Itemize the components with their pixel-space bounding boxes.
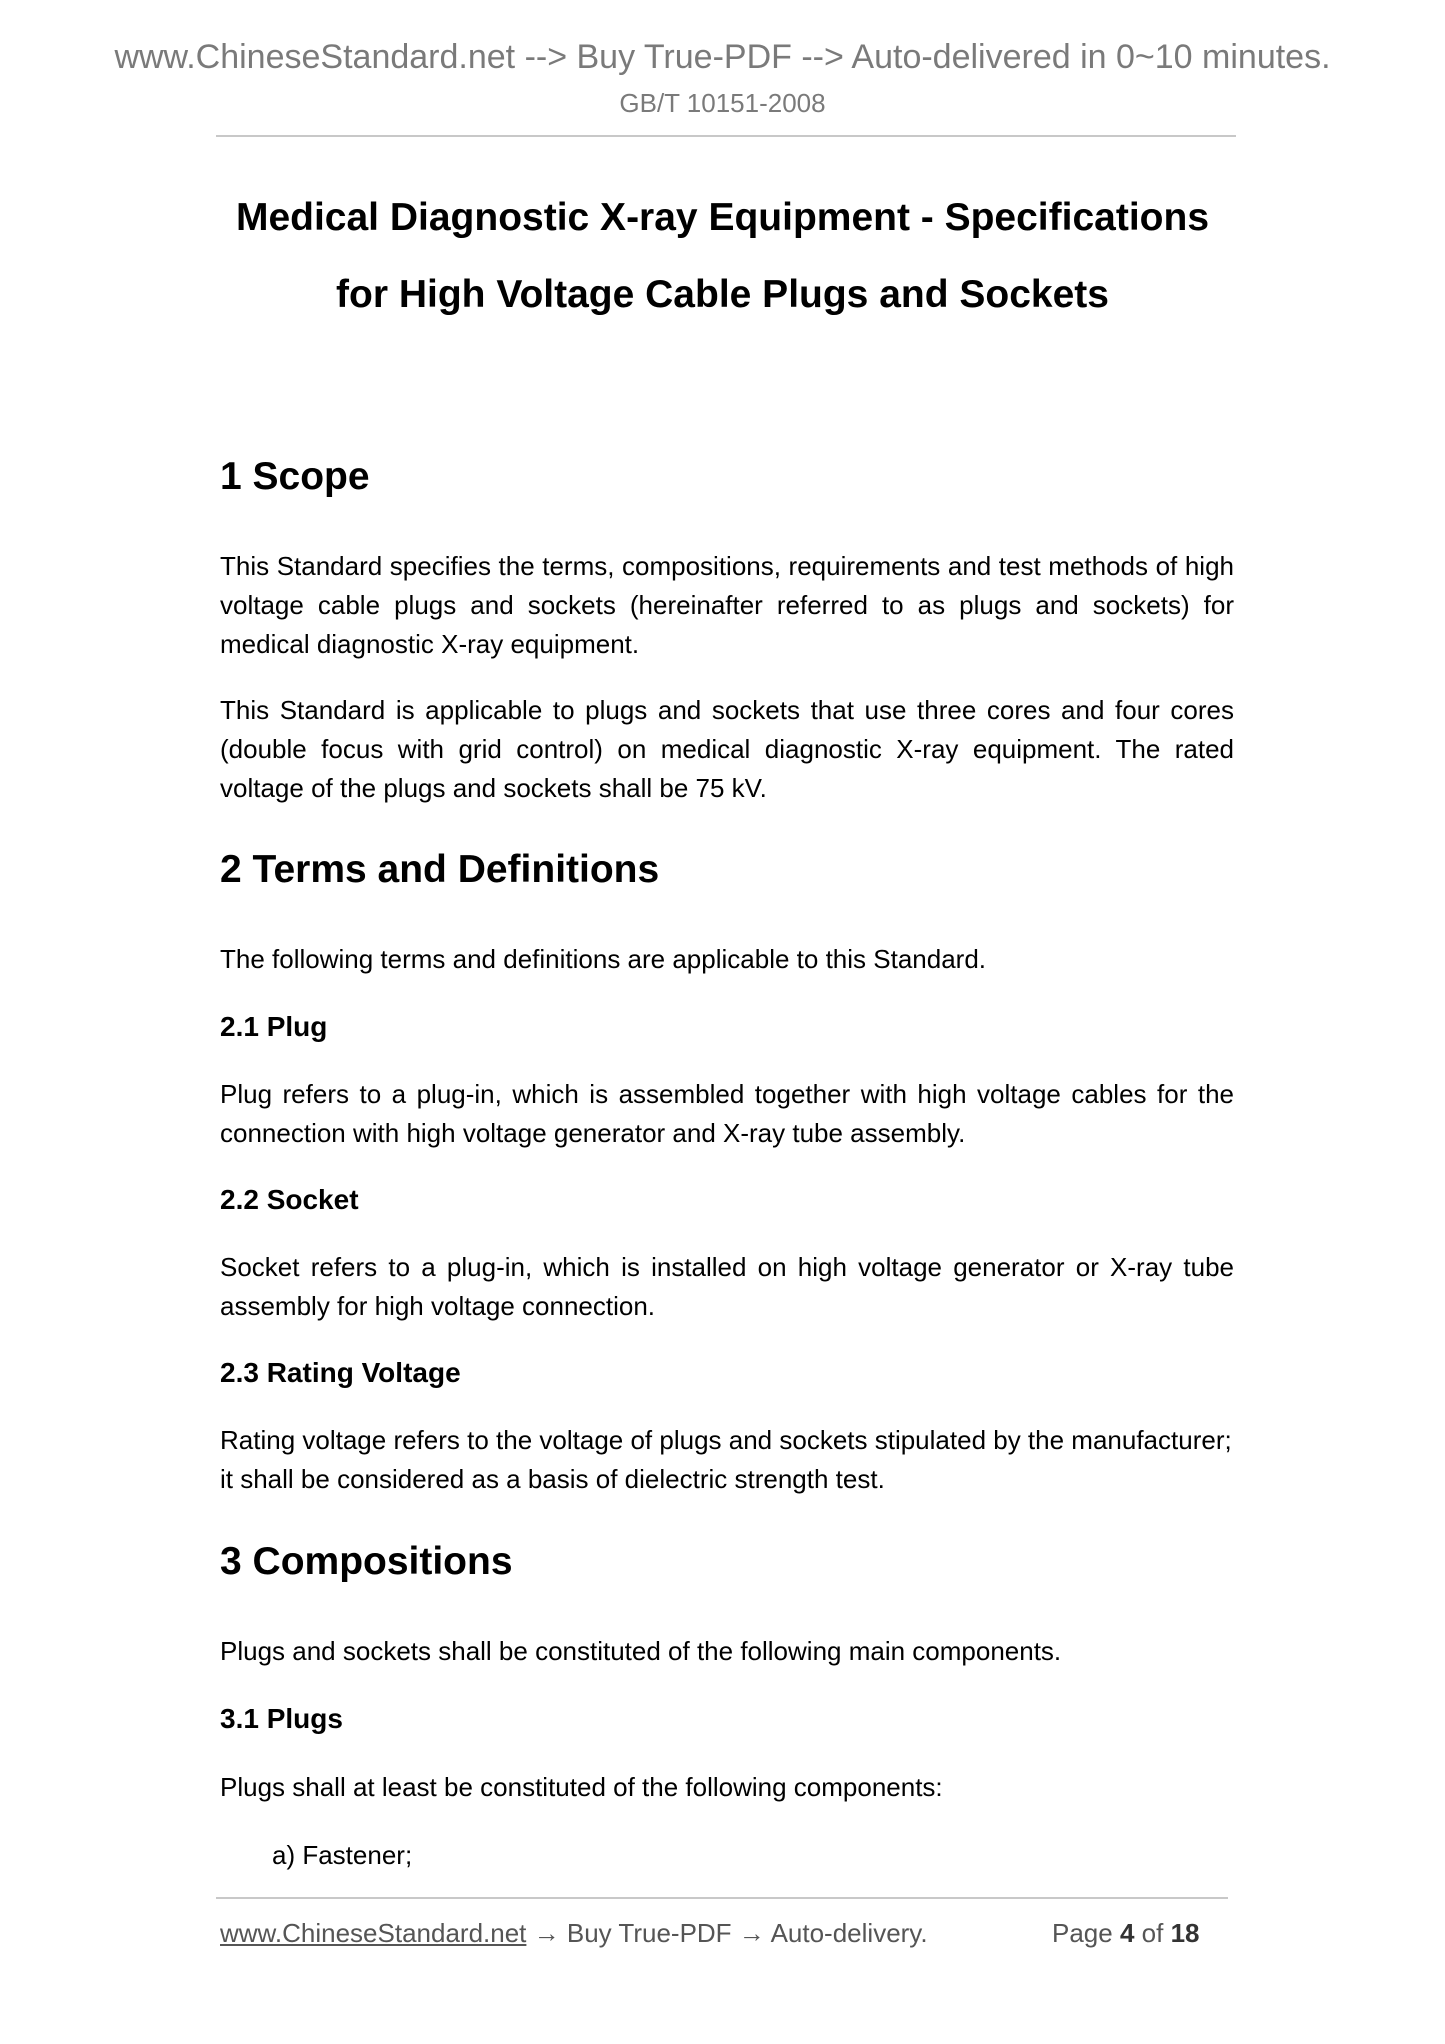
footer-promo-text: → Buy True-PDF → Auto-delivery. [526, 1918, 928, 1948]
footer-promo [220, 1918, 928, 1949]
section-3-1-text: Plugs shall at least be constituted of the following components: [220, 1772, 943, 1802]
section-2-heading: 2 Terms and Definitions [220, 848, 660, 891]
page-total: 18 [1170, 1918, 1200, 1948]
document-title-line1: Medical Diagnostic X-ray Equipment - Specifications [235, 196, 1210, 239]
header-divider [216, 135, 1236, 137]
section-1-paragraph-2: This Standard is applicable to plugs and sockets that use three cores and four cores (double focus with grid control) on medical diagnostic X-ray equipment. The rated voltage of the plugs and sockets shall be 75 kV. [220, 695, 1234, 803]
section-2-1-heading: 2.1 Plug [220, 1011, 328, 1042]
page-indicator [1052, 1918, 1200, 1949]
section-3-1-heading: 3.1 Plugs [220, 1703, 343, 1734]
header-banner-text: www.ChineseStandard.net --> Buy True-PDF --> Auto-delivered in 0~10 minutes. [114, 38, 1331, 76]
page-of: of [1141, 1918, 1164, 1948]
standard-number: GB/T 10151-2008 [619, 88, 826, 118]
document-title-line2: for High Voltage Cable Plugs and Sockets [336, 273, 1109, 316]
page-label: Page [1052, 1918, 1113, 1948]
section-3-heading: 3 Compositions [220, 1540, 513, 1583]
section-1-paragraph-1: This Standard specifies the terms, compositions, requirements and test methods of high voltage cable plugs and sockets (hereinafter referred to as plugs and sockets) for medical diagnostic X-ray equipment. [220, 551, 1234, 659]
footer-site-link[interactable]: www.ChineseStandard.net [220, 1918, 527, 1948]
section-2-2-heading: 2.2 Socket [220, 1184, 359, 1215]
section-3-intro: Plugs and sockets shall be constituted of the following main components. [220, 1636, 1062, 1666]
section-2-2-text: Socket refers to a plug-in, which is installed on high voltage generator or X-ray tube assembly for high voltage connection. [220, 1252, 1234, 1321]
section-2-3-heading: 2.3 Rating Voltage [220, 1357, 461, 1388]
section-1-heading: 1 Scope [220, 455, 370, 498]
footer-divider [216, 1897, 1228, 1899]
section-2-1-text: Plug refers to a plug-in, which is assembled together with high voltage cables for the connection with high voltage generator and X-ray tube assembly. [220, 1079, 1234, 1148]
section-2-3-text: Rating voltage refers to the voltage of plugs and sockets stipulated by the manufacturer; it shall be considered as a basis of dielectric strength test. [220, 1425, 1232, 1494]
list-item-a: a) Fastener; [272, 1840, 413, 1870]
section-2-intro: The following terms and definitions are applicable to this Standard. [220, 944, 986, 974]
page-current: 4 [1119, 1918, 1135, 1948]
